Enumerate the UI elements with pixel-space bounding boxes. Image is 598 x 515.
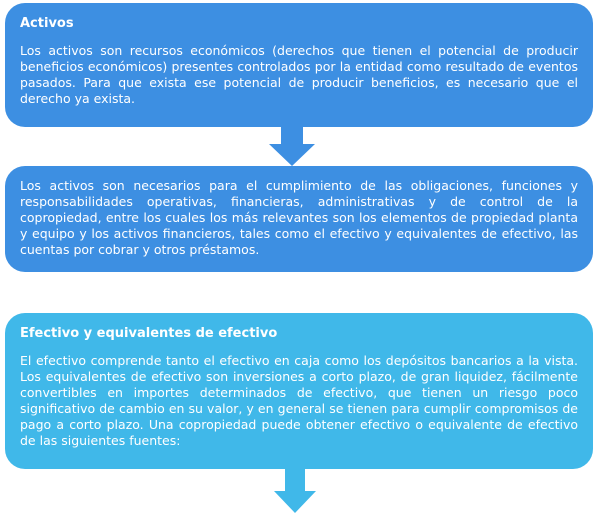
activos-title: Activos	[20, 16, 74, 31]
activos-text: Los activos son recursos económicos (derechos que tienen el potencial de producir beneficios económicos) presentes controlados por la entidad como resultado de eventos pasados. Para que exista ese potencial de producir beneficios, es necesario que el derecho ya exista.	[20, 43, 578, 106]
down-arrow-icon	[269, 127, 315, 166]
activos-box	[5, 3, 593, 127]
efectivo-text: El efectivo comprende tanto el efectivo en caja como los depósitos bancarios a la vista. Los equivalentes de efectivo son inversiones a corto plazo, de gran liquidez, fácilmente convertibles en importes determinados de efectivo, que tienen un riesgo poco significativo de cambio en su valor, y en general se tienen para cumplir compromisos de pago a corto plazo. Una copropiedad puede obtener efectivo o equivalente de efectivo de las siguientes fuentes:	[20, 353, 578, 448]
activos-necesarios-text: Los activos son necesarios para el cumplimiento de las obligaciones, funciones y responsabilidades operativas, financieras, administrativas y de control de la copropiedad, entre los cuales los más relevantes son los elementos de propiedad planta y equipo y los activos financieros, tales como el efectivo y equivalentes de efectivo, las cuentas por cobrar y otros préstamos.	[20, 178, 578, 257]
efectivo-box	[5, 313, 593, 469]
efectivo-title: Efectivo y equivalentes de efectivo	[20, 326, 278, 341]
activos-necesarios-box	[5, 166, 593, 272]
down-arrow-icon	[274, 469, 316, 513]
